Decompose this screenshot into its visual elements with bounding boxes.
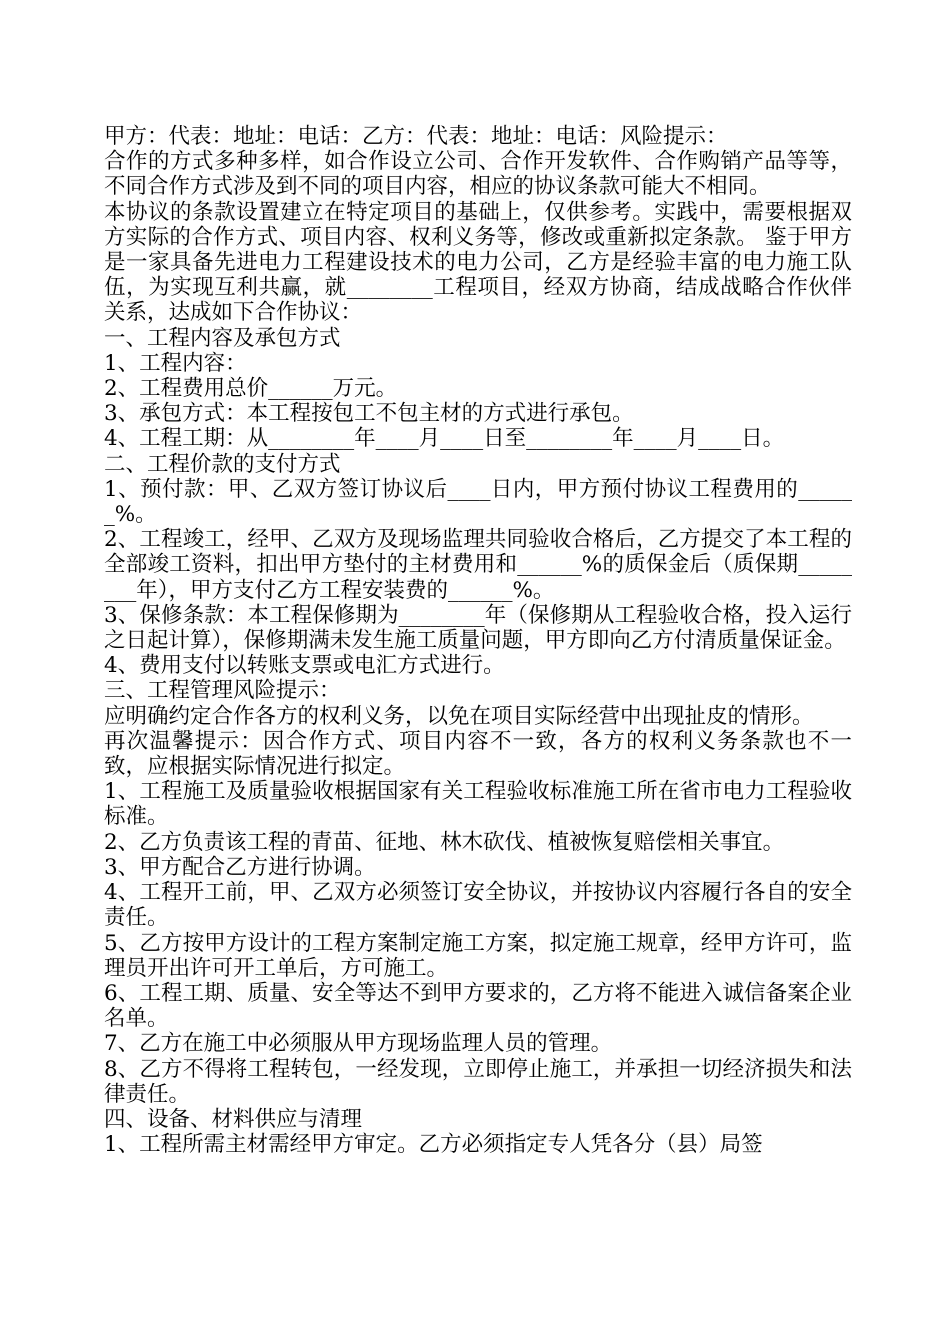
clause-3-6: 6、工程工期、质量、安全等达不到甲方要求的，乙方将不能进入诚信备案企业名单。	[104, 980, 852, 1032]
clause-3-3: 3、甲方配合乙方进行协调。	[104, 854, 376, 880]
clause-3-1: 1、工程施工及质量验收根据国家有关工程验收标准施工所在省市电力工程验收标准。	[104, 779, 852, 830]
document-body	[104, 124, 852, 1157]
section-heading-1: 一、工程内容及承包方式	[104, 325, 341, 351]
clause-1-3: 3、承包方式：本工程按包工不包主材的方式进行承包。	[104, 401, 634, 427]
clause-3-2: 2、乙方负责该工程的青苗、征地、林木砍伐、植被恢复赔偿相关事宜。	[104, 829, 785, 855]
preamble-paragraph: 本协议的条款设置建立在特定项目的基础上，仅供参考。实践中，需要根据双方实际的合作方式、项目内容、权利义务等，修改或重新拟定条款。 鉴于甲方是一家具备先进电力工程建设技术的电力公司，乙方是经验丰富的电力施工队伍，为实现互利共赢，就________工程项目，经双方协商，结成战略合作伙伴关系，达成如下合作协议：	[104, 199, 852, 326]
clause-4-1: 1、工程所需主材需经甲方审定。乙方必须指定专人凭各分（县）局签	[104, 1132, 763, 1158]
clause-2-2: 2、工程竣工，经甲、乙双方及现场监理共同验收合格后，乙方提交了本工程的全部竣工资料，扣出甲方垫付的主材费用和______%的质保金后（质保期________年），甲方支付乙方工程安装费的______%。	[104, 527, 852, 603]
clause-3-8: 8、乙方不得将工程转包，一经发现，立即停止施工，并承担一切经济损失和法律责任。	[104, 1056, 852, 1107]
clause-1-4: 4、工程工期：从________年____月____日至________年____月____日。	[104, 426, 785, 452]
risk-note-rights: 应明确约定合作各方的权利义务，以免在项目实际经营中出现扯皮的情形。	[104, 703, 814, 729]
clause-3-4: 4、工程开工前，甲、乙双方必须签订安全协议，并按协议内容履行各自的安全责任。	[104, 880, 852, 931]
risk-note-paragraph: 合作的方式多种多样，如合作设立公司、合作开发软件、合作购销产品等等，不同合作方式涉及到不同的项目内容，相应的协议条款可能大不相同。	[104, 149, 852, 200]
clause-1-1: 1、工程内容：	[104, 350, 247, 376]
section-heading-2: 二、工程价款的支付方式	[104, 451, 341, 477]
clause-2-1: 1、预付款：甲、乙双方签订协议后____日内，甲方预付协议工程费用的______%。	[104, 476, 852, 528]
clause-3-7: 7、乙方在施工中必须服从甲方现场监理人员的管理。	[104, 1031, 613, 1057]
clause-2-3: 3、保修条款：本工程保修期为________年（保修期从工程验收合格，投入运行之日起计算），保修期满未发生施工质量问题，甲方即向乙方付清质量保证金。	[104, 602, 852, 654]
clause-2-4: 4、费用支付以转账支票或电汇方式进行。	[104, 653, 505, 679]
reminder-paragraph: 再次温馨提示：因合作方式、项目内容不一致，各方的权利义务条款也不一致，应根据实际情况进行拟定。	[104, 728, 852, 780]
clause-3-5: 5、乙方按甲方设计的工程方案制定施工方案，拟定施工规章，经甲方许可，监理员开出许可开工单后，方可施工。	[104, 930, 852, 981]
section-heading-3: 三、工程管理风险提示：	[104, 678, 341, 704]
clause-1-2: 2、工程费用总价______万元。	[104, 376, 398, 402]
party-info-line: 甲方：代表：地址：电话：乙方：代表：地址：电话：风险提示：	[104, 124, 728, 149]
section-heading-4: 四、设备、材料供应与清理	[104, 1106, 363, 1132]
